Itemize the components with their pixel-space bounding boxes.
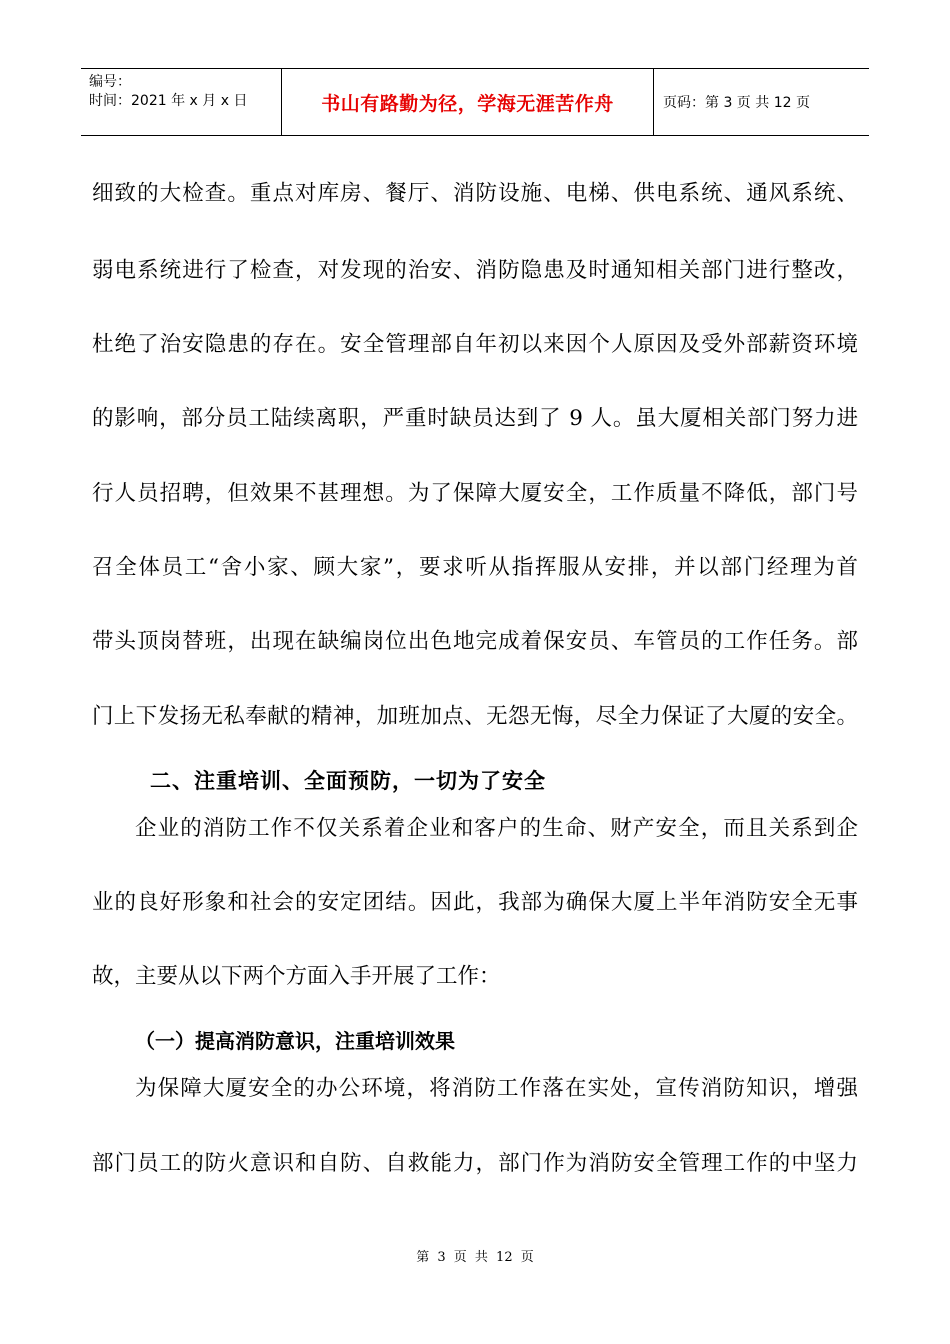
body-line: 门上下发扬无私奉献的精神，加班加点、无怨无悔，尽全力保证了大厦的安全。 bbox=[92, 704, 858, 729]
body-line: 部门员工的防火意识和自防、自救能力，部门作为消防安全管理工作的中坚力 bbox=[92, 1151, 858, 1176]
body-line: 行人员招聘，但效果不甚理想。为了保障大厦安全，工作质量不降低，部门号 bbox=[92, 481, 858, 506]
body-line: 带头顶岗替班，出现在缺编岗位出色地完成着保安员、车管员的工作任务。部 bbox=[92, 629, 858, 654]
header-page-label: 页码：第 3 页 共 12 页 bbox=[663, 95, 810, 111]
body-line: 的影响，部分员工陆续离职，严重时缺员达到了 9 人。虽大厦相关部门努力进 bbox=[92, 406, 858, 431]
body-line: 为保障大厦安全的办公环境，将消防工作落在实处，宣传消防知识，增强 bbox=[135, 1076, 858, 1101]
header-meta-cell bbox=[81, 69, 282, 135]
header-number-label: 编号： bbox=[89, 74, 131, 90]
body-line: 故，主要从以下两个方面入手开展了工作： bbox=[92, 964, 501, 989]
body-line: 细致的大检查。重点对库房、餐厅、消防设施、电梯、供电系统、通风系统、 bbox=[92, 181, 858, 206]
body-line: 弱电系统进行了检查，对发现的治安、消防隐患及时通知相关部门进行整改， bbox=[92, 258, 858, 283]
header-motto-cell bbox=[282, 69, 654, 135]
body-line: 召全体员工“舍小家、顾大家”，要求听从指挥服从安排，并以部门经理为首 bbox=[92, 555, 858, 580]
body-line: 杜绝了治安隐患的存在。安全管理部自年初以来因个人原因及受外部薪资环境 bbox=[92, 332, 858, 357]
header-date-label: 时间：2021 年 x 月 x 日 bbox=[89, 93, 248, 109]
header-page-cell bbox=[654, 69, 869, 135]
subsection-heading: （一）提高消防意识，注重培训效果 bbox=[135, 1029, 455, 1053]
body-line: 业的良好形象和社会的安定团结。因此，我部为确保大厦上半年消防安全无事 bbox=[92, 890, 858, 915]
body-line: 企业的消防工作不仅关系着企业和客户的生命、财产安全，而且关系到企 bbox=[135, 816, 858, 841]
page-footer: 第 3 页 共 12 页 bbox=[416, 1250, 534, 1265]
page-header bbox=[81, 68, 869, 136]
header-motto: 书山有路勤为径，学海无涯苦作舟 bbox=[321, 92, 614, 115]
section-heading: 二、注重培训、全面预防，一切为了安全 bbox=[150, 769, 546, 793]
